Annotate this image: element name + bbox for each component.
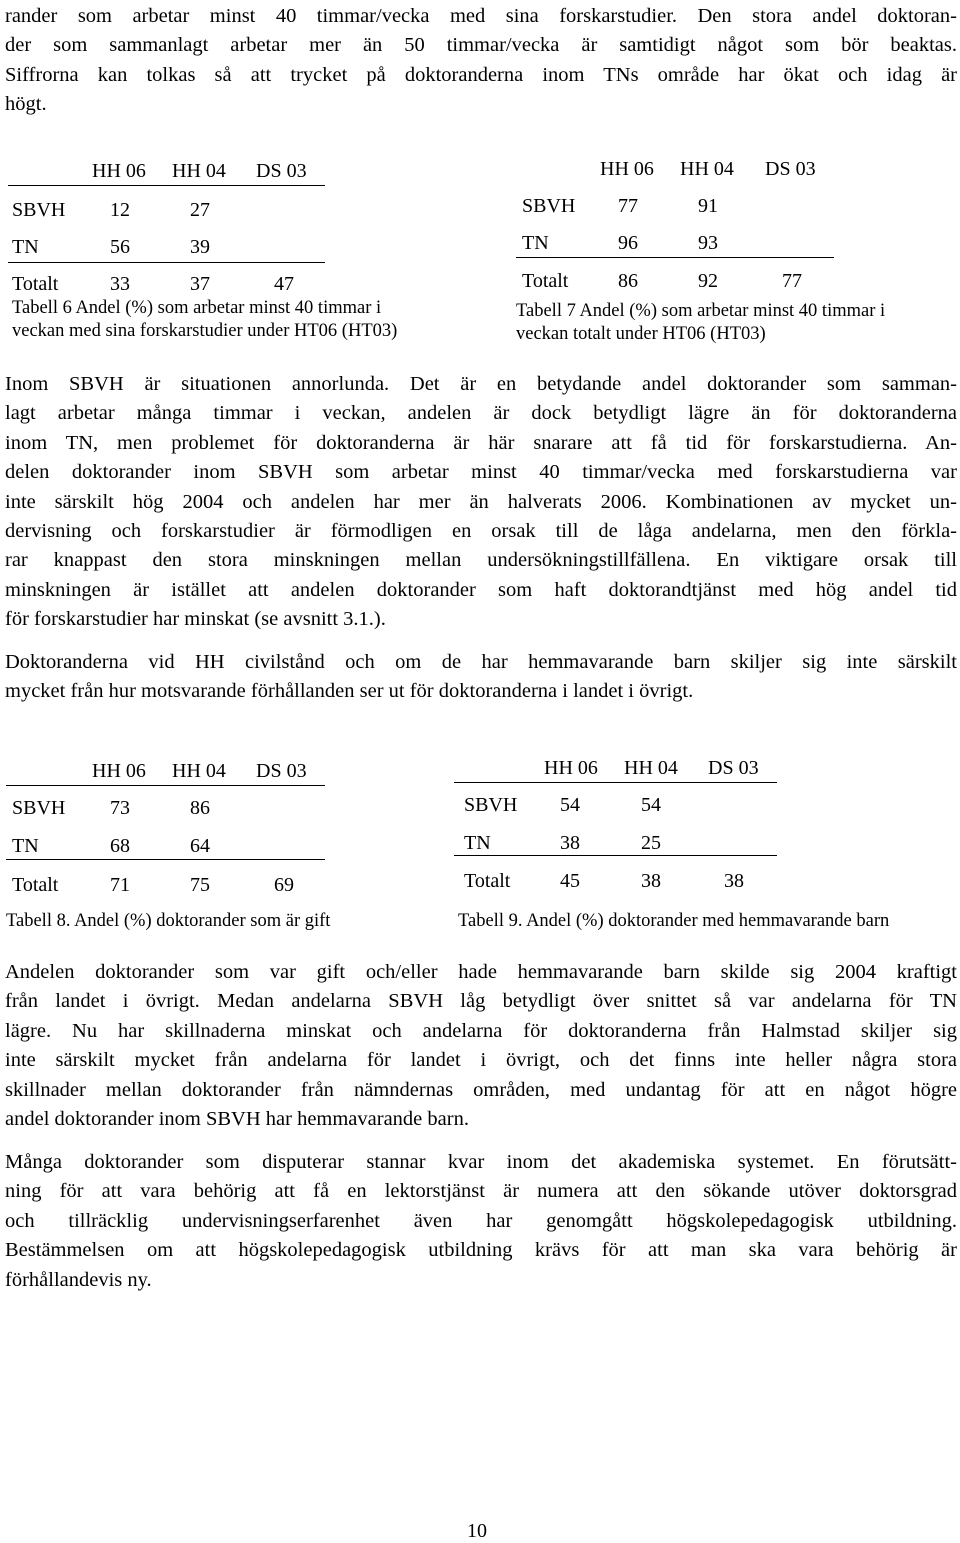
table-header: HH 06	[544, 757, 598, 779]
table-header: HH 04	[680, 158, 734, 180]
text-line: andel doktorander inom SBVH har hemmavarande barn.	[5, 1108, 469, 1131]
table-cell: 68	[110, 835, 130, 857]
table-rule	[8, 262, 325, 263]
row-label: Totalt	[464, 870, 511, 892]
table-cell: 64	[190, 835, 210, 857]
row-label: SBVH	[12, 199, 66, 221]
intro-paragraph	[5, 2, 957, 120]
table-cell: 86	[190, 797, 210, 819]
table-cell: 75	[190, 874, 210, 896]
table-8-caption	[6, 910, 330, 933]
table-cell: 33	[110, 273, 130, 295]
row-label: Totalt	[12, 273, 59, 295]
text-line: lägre. Nu har skillnaderna minskat och andelarna för doktoranderna från Halmstad skiljer sig	[5, 1019, 957, 1042]
andelen-paragraph	[5, 958, 957, 1134]
caption-line: Tabell 6 Andel (%) som arbetar minst 40 timmar i	[12, 298, 382, 318]
text-line: inte särskilt hög 2004 och andelen har mer än halverats 2006. Kombinationen av mycket un-	[5, 490, 957, 513]
text-line: mycket från hur motsvarande förhållanden ser ut för doktoranderna i landet i övrigt.	[5, 680, 694, 703]
manga-paragraph	[5, 1148, 957, 1295]
table-7-caption	[516, 300, 885, 346]
text-line: skillnader mellan doktorander från nämndernas områden, med undantag för att en något högre	[5, 1078, 957, 1101]
table-cell: 73	[110, 797, 130, 819]
table-rule	[8, 185, 325, 186]
table-cell: 54	[560, 794, 580, 816]
table-header: DS 03	[256, 760, 307, 782]
caption-line: Tabell 8. Andel (%) doktorander som är gift	[6, 911, 331, 931]
table-header: DS 03	[256, 160, 307, 182]
sbvh-paragraph	[5, 370, 957, 635]
text-line: Många doktorander som disputerar stannar kvar inom det akademiska systemet. En förutsätt-	[5, 1151, 957, 1173]
row-label: SBVH	[464, 794, 518, 816]
table-cell: 77	[618, 195, 638, 217]
text-line: ning för att vara behörig att få en lektorstjänst är numera att den sökande utöver doktorsgrad	[5, 1180, 957, 1203]
row-label: TN	[464, 832, 491, 854]
table-cell: 93	[698, 232, 718, 254]
text-line: inte särskilt mycket från andelarna för landet i övrigt, och det finns inte heller några stora	[5, 1049, 957, 1072]
row-label: Totalt	[522, 270, 569, 292]
page-number: 10	[467, 1520, 487, 1542]
row-label: TN	[12, 236, 39, 258]
row-label: TN	[12, 835, 39, 857]
table-cell: 38	[641, 870, 661, 892]
table-cell: 25	[641, 832, 661, 854]
civil-paragraph	[5, 648, 957, 707]
row-label: SBVH	[12, 797, 66, 819]
row-label: Totalt	[12, 874, 59, 896]
table-header: HH 04	[172, 160, 226, 182]
text-line: lagt arbetar många timmar i veckan, andelen är dock betydligt lägre än för doktoranderna	[5, 402, 957, 425]
table-cell: 77	[782, 270, 802, 292]
table-rule	[6, 785, 325, 786]
table-cell: 39	[190, 236, 210, 258]
text-line: dervisning och forskarstudier är förmodligen en orsak till de låga andelarna, men den förkla-	[5, 520, 957, 543]
table-9-caption	[458, 910, 889, 933]
text-line: för forskarstudier har minskat (se avsnitt 3.1.).	[5, 608, 386, 631]
table-cell: 12	[110, 199, 130, 221]
text-line: och tillräcklig undervisningserfarenhet även har genomgått högskolepedagogisk utbildning.	[5, 1209, 957, 1232]
text-line: Doktoranderna vid HH civilstånd och om de har hemmavarande barn skiljer sig inte särskilt	[5, 651, 957, 673]
table-cell: 54	[641, 794, 661, 816]
table-cell: 69	[274, 874, 294, 896]
table-cell: 96	[618, 232, 638, 254]
text-line: från landet i övrigt. Medan andelarna SBVH låg betydligt över snittet så var andelarna för TN	[5, 990, 957, 1013]
table-rule	[454, 855, 777, 856]
table-cell: 91	[698, 195, 718, 217]
table-header: HH 04	[172, 760, 226, 782]
table-header: HH 06	[600, 158, 654, 180]
caption-line: Tabell 9. Andel (%) doktorander med hemmavarande barn	[458, 911, 890, 931]
text-line: der som sammanlagt arbetar mer än 50 timmar/vecka är samtidigt något som bör beaktas.	[5, 34, 957, 57]
table-header: DS 03	[765, 158, 816, 180]
table-cell: 37	[190, 273, 210, 295]
text-line: Bestämmelsen om att högskolepedagogisk utbildning krävs för att man ska vara behörig är	[5, 1239, 957, 1262]
table-rule	[6, 859, 325, 860]
table-cell: 86	[618, 270, 638, 292]
table-rule	[454, 782, 777, 783]
table-cell: 38	[560, 832, 580, 854]
text-line: Siffrorna kan tolkas så att trycket på doktoranderna inom TNs område har ökat och idag är	[5, 63, 957, 86]
table-cell: 38	[724, 870, 744, 892]
table-header: HH 04	[624, 757, 678, 779]
text-line: delen doktorander inom SBVH som arbetar minst 40 timmar/vecka med forskarstudierna var	[5, 461, 957, 484]
text-line: rander som arbetar minst 40 timmar/vecka med sina forskarstudier. Den stora andel doktoran-	[5, 5, 957, 27]
table-header: HH 06	[92, 760, 146, 782]
text-line: inom TN, men problemet för doktoranderna är här snarare att få tid för forskarstudierna. An-	[5, 431, 957, 454]
text-line: Inom SBVH är situationen annorlunda. Det är en betydande andel doktorander som samman-	[5, 373, 957, 395]
table-cell: 47	[274, 273, 294, 295]
table-cell: 92	[698, 270, 718, 292]
text-line: förhållandevis ny.	[5, 1268, 152, 1291]
table-cell: 71	[110, 874, 130, 896]
text-line: Andelen doktorander som var gift och/eller hade hemmavarande barn skilde sig 2004 kraftigt	[5, 961, 957, 983]
row-label: SBVH	[522, 195, 576, 217]
text-line: rar knappast den stora minskningen mellan undersökningstillfällena. En viktigare orsak till	[5, 549, 957, 572]
row-label: TN	[522, 232, 549, 254]
table-6-caption	[12, 297, 397, 343]
table-header: HH 06	[92, 160, 146, 182]
table-cell: 45	[560, 870, 580, 892]
caption-line: veckan totalt under HT06 (HT03)	[516, 324, 766, 344]
text-line: minskningen är istället att andelen doktorander som haft doktorandtjänst med hög andel tid	[5, 578, 957, 601]
caption-line: veckan med sina forskarstudier under HT06 (HT03)	[12, 321, 398, 341]
table-cell: 27	[190, 199, 210, 221]
table-cell: 56	[110, 236, 130, 258]
text-line: högt.	[5, 93, 47, 116]
caption-line: Tabell 7 Andel (%) som arbetar minst 40 timmar i	[516, 301, 886, 321]
table-rule	[516, 257, 834, 258]
table-header: DS 03	[708, 757, 759, 779]
